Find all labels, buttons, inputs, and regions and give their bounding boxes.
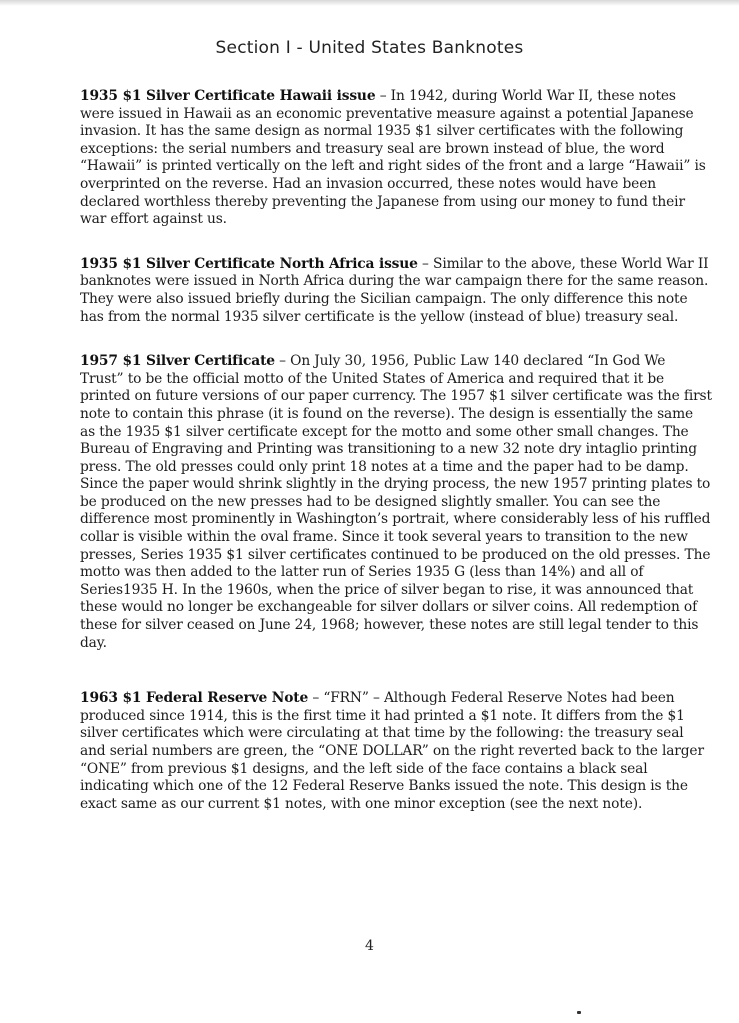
- paragraph-heading: 1935 $1 Silver Certificate Hawaii issue: [80, 88, 376, 104]
- paragraph-hawaii-issue: [80, 88, 712, 229]
- paragraph-text: – Similar to the above, these World War II banknotes were issued in North Africa during the war campaign there for the same reason. They were also issued briefly during the Sicilian campaign. The only difference this note has from the normal 1935 silver certificate is the yellow (instead of blue) treasury seal.: [80, 255, 709, 325]
- document-body: [80, 88, 712, 840]
- paragraph-text: – In 1942, during World War II, these notes were issued in Hawaii as an economic preventative measure against a potential Japanese invasion. It has the same design as normal 1935 $1 silver certificates with the following exceptions: the serial numbers and treasury seal are brown instead of blue, the word “Hawaii” is printed vertically on the left and right sides of the front and a large “Hawaii” is overprinted on the reverse. Had an invasion occurred, these notes would have been declared worthless thereby preventing the Japanese from using our money to fund their war effort against us.: [80, 88, 706, 228]
- paragraph-heading: 1963 $1 Federal Reserve Note: [80, 690, 309, 707]
- paragraph-text: – On July 30, 1956, Public Law 140 declared “In God We Trust” to be the official motto of the United States of America and required that it be printed on future versions of our paper currency. The 1957 $1 silver certificate was the first note to contain this phrase (it is found on the reverse). The design is essentially the same as the 1935 $1 silver certificate except for the motto and some other small changes. The Bureau of Engraving and Printing was transitioning to a new 32 note dry intaglio printing press. The old presses could only print 18 notes at a time and the paper had to be damp. Since the paper would shrink slightly in the drying process, the new 1957 printing plates to be produced on the new presses had to be designed slightly smaller. You can see the difference most prominently in Washington’s portrait, where considerably less of his ruffled collar is visible within the oval frame. Since it took several years to transition to the new presses, Series 1935 $1 silver certificates continued to be produced on the old presses. The motto was then added to the latter run of Series 1935 G (less than 14%) and all of Series1935 H. In the 1960s, when the price of silver began to rise, it was announced that these would no longer be exchangeable for silver dollars or silver coins. All redemption of these for silver ceased on June 24, 1968; however, these notes are still legal tender to this day.: [80, 353, 712, 651]
- paragraph-text: – “FRN” – Although Federal Reserve Notes had been produced since 1914, this is the first time it had printed a $1 note. It differs from the $1 silver certificates which were circulating at that time by the following: the treasury seal and serial numbers are green, the “ONE DOLLAR” on the right reverted back to the larger “ONE” from previous $1 designs, and the left side of the face contains a black seal indicating which one of the 12 Federal Reserve Banks issued the note. This design is the exact same as our current $1 notes, with one minor exception (see the next note).: [80, 690, 704, 812]
- paragraph-north-africa-issue: [80, 256, 712, 326]
- paragraph-heading: 1935 $1 Silver Certificate North Africa issue: [80, 255, 418, 272]
- section-title: Section I - United States Banknotes: [215, 38, 524, 58]
- paragraph-heading: 1957 $1 Silver Certificate: [80, 353, 275, 370]
- paragraph-1963-federal-reserve-note: [80, 690, 712, 813]
- scan-edge: [0, 0, 739, 6]
- scan-speck: [577, 1011, 581, 1014]
- paragraph-1957-silver-certificate: [80, 353, 712, 652]
- page-header: [0, 38, 739, 58]
- page-number: 4: [365, 938, 374, 954]
